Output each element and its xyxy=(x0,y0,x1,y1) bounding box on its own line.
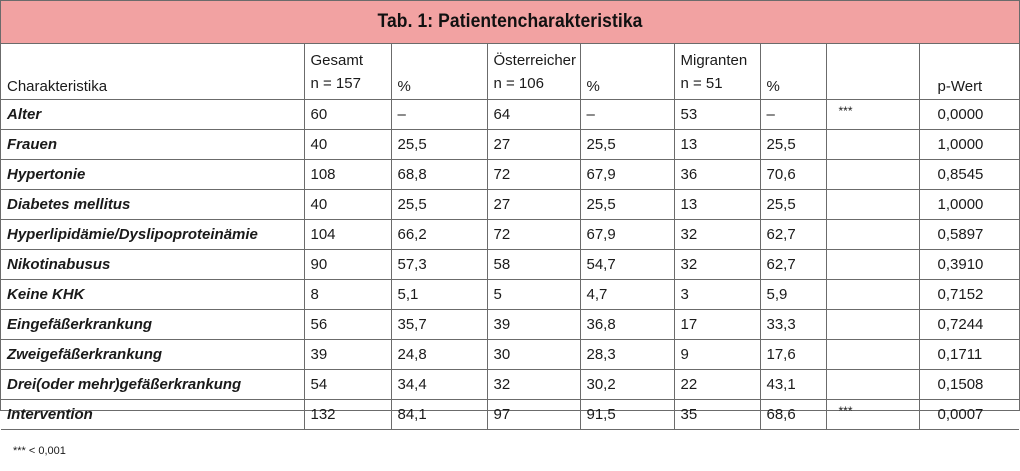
table-row xyxy=(1,130,1019,160)
table-row xyxy=(1,370,1019,400)
row-label: Frauen xyxy=(1,130,304,160)
cell-oesterreicher-pct: 4,7 xyxy=(580,280,674,310)
table-row xyxy=(1,100,1019,130)
table-row xyxy=(1,220,1019,250)
table-title-bar xyxy=(1,1,1019,44)
cell-migranten-pct: 25,5 xyxy=(760,130,826,160)
cell-migranten-pct: 68,6 xyxy=(760,400,826,430)
header-oesterreicher-pct: % xyxy=(580,44,674,100)
cell-p-value: 0,5897 xyxy=(919,220,1019,250)
cell-gesamt-pct: 5,1 xyxy=(391,280,487,310)
cell-gesamt-n: 90 xyxy=(304,250,391,280)
cell-gesamt-n: 60 xyxy=(304,100,391,130)
cell-migranten-n: 32 xyxy=(674,220,760,250)
cell-significance: *** xyxy=(826,100,919,130)
cell-gesamt-pct: 35,7 xyxy=(391,310,487,340)
cell-significance xyxy=(826,160,919,190)
cell-gesamt-pct: – xyxy=(391,100,487,130)
cell-gesamt-n: 40 xyxy=(304,190,391,220)
cell-migranten-n: 32 xyxy=(674,250,760,280)
cell-gesamt-pct: 68,8 xyxy=(391,160,487,190)
cell-migranten-n: 17 xyxy=(674,310,760,340)
cell-significance xyxy=(826,340,919,370)
row-label: Hypertonie xyxy=(1,160,304,190)
cell-oesterreicher-pct: 25,5 xyxy=(580,190,674,220)
cell-migranten-n: 3 xyxy=(674,280,760,310)
cell-gesamt-n: 8 xyxy=(304,280,391,310)
cell-migranten-n: 13 xyxy=(674,190,760,220)
cell-migranten-pct: 43,1 xyxy=(760,370,826,400)
cell-oesterreicher-n: 97 xyxy=(487,400,580,430)
cell-migranten-pct: 5,9 xyxy=(760,280,826,310)
cell-significance xyxy=(826,370,919,400)
cell-gesamt-n: 40 xyxy=(304,130,391,160)
cell-migranten-pct: – xyxy=(760,100,826,130)
table-row xyxy=(1,250,1019,280)
row-label: Zweigefäßerkrankung xyxy=(1,340,304,370)
table-row xyxy=(1,190,1019,220)
cell-oesterreicher-pct: 54,7 xyxy=(580,250,674,280)
table-row xyxy=(1,310,1019,340)
table-title: Tab. 1: Patientencharakteristika xyxy=(377,11,643,32)
cell-oesterreicher-pct: 36,8 xyxy=(580,310,674,340)
cell-oesterreicher-pct: 28,3 xyxy=(580,340,674,370)
cell-significance xyxy=(826,220,919,250)
row-label: Diabetes mellitus xyxy=(1,190,304,220)
header-gesamt-pct: % xyxy=(391,44,487,100)
cell-significance: *** xyxy=(826,400,919,430)
cell-p-value: 0,7152 xyxy=(919,280,1019,310)
cell-gesamt-n: 132 xyxy=(304,400,391,430)
cell-migranten-pct: 70,6 xyxy=(760,160,826,190)
cell-migranten-n: 35 xyxy=(674,400,760,430)
cell-significance xyxy=(826,250,919,280)
header-row xyxy=(1,44,1019,100)
cell-oesterreicher-pct: – xyxy=(580,100,674,130)
cell-oesterreicher-n: 32 xyxy=(487,370,580,400)
cell-oesterreicher-n: 30 xyxy=(487,340,580,370)
cell-significance xyxy=(826,310,919,340)
cell-p-value: 0,1508 xyxy=(919,370,1019,400)
cell-gesamt-n: 54 xyxy=(304,370,391,400)
cell-oesterreicher-pct: 67,9 xyxy=(580,160,674,190)
row-label: Keine KHK xyxy=(1,280,304,310)
cell-migranten-pct: 25,5 xyxy=(760,190,826,220)
cell-oesterreicher-n: 27 xyxy=(487,190,580,220)
header-gesamt: Gesamt n = 157 xyxy=(304,44,391,100)
cell-gesamt-pct: 25,5 xyxy=(391,130,487,160)
cell-gesamt-pct: 84,1 xyxy=(391,400,487,430)
cell-p-value: 1,0000 xyxy=(919,190,1019,220)
cell-significance xyxy=(826,130,919,160)
cell-gesamt-pct: 34,4 xyxy=(391,370,487,400)
header-migranten: Migranten n = 51 xyxy=(674,44,760,100)
cell-gesamt-n: 56 xyxy=(304,310,391,340)
cell-migranten-n: 13 xyxy=(674,130,760,160)
table-row xyxy=(1,280,1019,310)
cell-migranten-n: 22 xyxy=(674,370,760,400)
cell-p-value: 0,8545 xyxy=(919,160,1019,190)
cell-migranten-pct: 33,3 xyxy=(760,310,826,340)
data-table xyxy=(1,44,1019,429)
cell-gesamt-pct: 24,8 xyxy=(391,340,487,370)
header-migranten-pct: % xyxy=(760,44,826,100)
cell-oesterreicher-pct: 30,2 xyxy=(580,370,674,400)
table-row xyxy=(1,160,1019,190)
cell-p-value: 0,1711 xyxy=(919,340,1019,370)
cell-migranten-pct: 62,7 xyxy=(760,250,826,280)
cell-gesamt-pct: 25,5 xyxy=(391,190,487,220)
cell-oesterreicher-n: 64 xyxy=(487,100,580,130)
cell-oesterreicher-n: 27 xyxy=(487,130,580,160)
cell-gesamt-pct: 66,2 xyxy=(391,220,487,250)
header-significance xyxy=(826,44,919,100)
cell-migranten-n: 53 xyxy=(674,100,760,130)
header-p-wert: p-Wert xyxy=(919,44,1019,100)
cell-migranten-pct: 62,7 xyxy=(760,220,826,250)
row-label: Hyperlipidämie/Dyslipoproteinämie xyxy=(1,220,304,250)
cell-gesamt-n: 39 xyxy=(304,340,391,370)
cell-migranten-pct: 17,6 xyxy=(760,340,826,370)
cell-p-value: 0,0007 xyxy=(919,400,1019,430)
cell-oesterreicher-n: 72 xyxy=(487,160,580,190)
cell-oesterreicher-n: 5 xyxy=(487,280,580,310)
cell-p-value: 0,7244 xyxy=(919,310,1019,340)
row-label: Drei(oder mehr)gefäßerkrankung xyxy=(1,370,304,400)
header-charakteristika: Charakteristika xyxy=(7,78,108,95)
row-label: Alter xyxy=(1,100,304,130)
header-oesterreicher: Österreicher n = 106 xyxy=(487,44,580,100)
cell-gesamt-n: 104 xyxy=(304,220,391,250)
cell-p-value: 0,0000 xyxy=(919,100,1019,130)
cell-migranten-n: 36 xyxy=(674,160,760,190)
row-label: Intervention xyxy=(1,400,304,430)
table-row xyxy=(1,400,1019,430)
cell-migranten-n: 9 xyxy=(674,340,760,370)
cell-significance xyxy=(826,280,919,310)
cell-oesterreicher-pct: 67,9 xyxy=(580,220,674,250)
row-label: Eingefäßerkrankung xyxy=(1,310,304,340)
cell-significance xyxy=(826,190,919,220)
row-label: Nikotinabusus xyxy=(1,250,304,280)
cell-p-value: 0,3910 xyxy=(919,250,1019,280)
cell-gesamt-n: 108 xyxy=(304,160,391,190)
cell-oesterreicher-n: 72 xyxy=(487,220,580,250)
footnote: *** < 0,001 xyxy=(1,429,1019,471)
table-row xyxy=(1,340,1019,370)
cell-p-value: 1,0000 xyxy=(919,130,1019,160)
cell-oesterreicher-n: 39 xyxy=(487,310,580,340)
cell-oesterreicher-pct: 25,5 xyxy=(580,130,674,160)
cell-gesamt-pct: 57,3 xyxy=(391,250,487,280)
cell-oesterreicher-n: 58 xyxy=(487,250,580,280)
cell-oesterreicher-pct: 91,5 xyxy=(580,400,674,430)
